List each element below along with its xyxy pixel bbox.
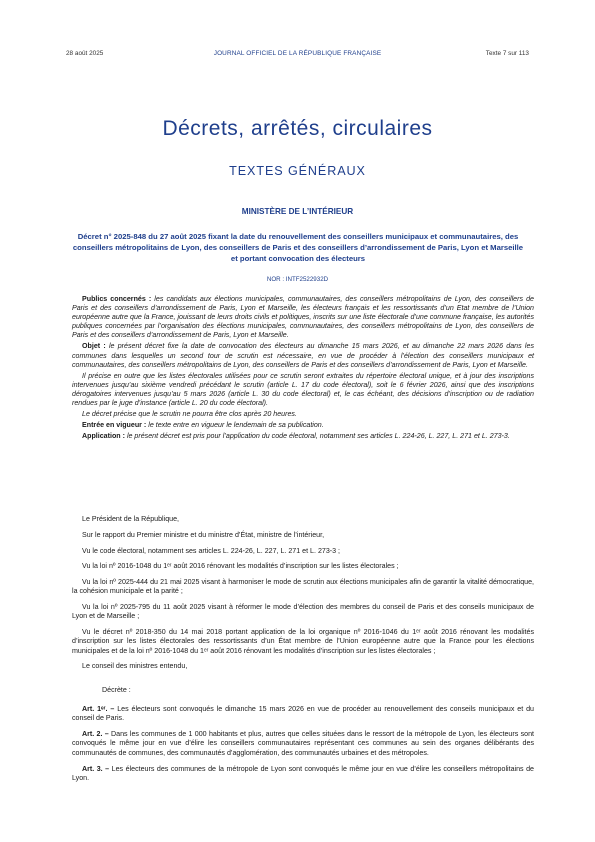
article-label: Art. 1ᵉʳ. – <box>82 704 115 713</box>
rapport-line: Sur le rapport du Premier ministre et du ministre d’État, ministre de l’intérieur, <box>82 530 325 539</box>
president-line: Le Président de la République, <box>82 515 180 523</box>
text-number: Texte 7 sur 113 <box>485 50 529 57</box>
decree-abstract <box>72 295 534 443</box>
article-1 <box>72 705 534 723</box>
article-2 <box>72 730 534 758</box>
abstract-text: les candidats aux élections municipales, communautaires, des conseillers métropolitains de Lyon, des conseillers de Paris et des conseillers d’arrondissement de Paris, Lyon et Marseille, les électeurs français et les ressortissants d’un Etat membre de l’Union européenne autre que la France, jouissant de leurs droits civils et politiques, inscrits sur une liste électorale d’une commune française, les autorités publiques concernées par l’organisation des élections municipales, communautaires, des conseillers métropolitains de Lyon, des conseillers de Paris et des conseillers d’arrondissement de Paris, Lyon et Marseille. <box>72 295 534 340</box>
abstract-text: le texte entre en vigueur le lendemain de sa publication. <box>146 421 324 430</box>
abstract-text: le présent décret est pris pour l’application du code électoral, notamment ses articles L. 224-26, L. 227, L. 271 et L. 273-3. <box>124 432 510 441</box>
decrete-line: Décrète : <box>102 685 131 694</box>
article-text: Dans les communes de 1 000 habitants et plus, autres que celles situées dans le ressort de la métropole de Lyon, les électeurs sont convoqués le même jour en vue d’élire les conseillers communautaires représentant ces communes au sein des organes délibérants des communautés de communes, des communautés d’agglomération, des communautés urbaines et des métropoles. <box>72 730 534 757</box>
publication-date: 28 août 2025 <box>66 50 104 57</box>
visa-paragraph: Vu le décret nº 2018-350 du 14 mai 2018 portant application de la loi organique nº 2016-1046 du 1ᵉʳ août 2016 rénovant les modalités d’inscription sur les listes électorales des ressortissants d’un État membre de l’Union européenne autre que la France pour les élections municipales et de la loi nº 2016-1048 du 1ᵉʳ août 2016 rénovant les modalités d’inscription sur les listes électorales ; <box>72 628 534 655</box>
conseil-line: Le conseil des ministres entendu, <box>82 662 188 671</box>
section-heading: TEXTES GÉNÉRAUX <box>229 164 366 178</box>
journal-name: JOURNAL OFFICIEL DE LA RÉPUBLIQUE FRANÇAISE <box>213 50 382 57</box>
page-header <box>66 50 529 62</box>
abstract-label: Objet : <box>82 342 106 351</box>
abstract-application <box>72 432 534 441</box>
abstract-text: le présent décret fixe la date de convocation des électeurs au dimanche 15 mars 2026, et au dimanche 22 mars 2026 dans les communes dans lesquelles un second tour de scrutin est nécessaire, en vue de procéder à l’élection des conseillers municipaux et communautaires, des conseillers métropolitains de Lyon, des conseillers de Paris et des conseillers d’arrondissement de Paris, Lyon et Marseille. <box>72 342 534 369</box>
ministry-heading: MINISTÈRE DE L’INTÉRIEUR <box>241 207 354 216</box>
decree-title: Décret n° 2025-848 du 27 août 2025 fixant la date du renouvellement des conseillers municipaux et communautaires, des conseillers métropolitains de Lyon, des conseillers de Paris et des conseillers d’arrondissement de Paris, Lyon et Marseille et portant convocation des électeurs <box>72 232 524 263</box>
abstract-publics <box>72 295 534 340</box>
article-text: Les électeurs sont convoqués le dimanche 15 mars 2026 en vue de procéder au renouvellement des conseils municipaux et du conseil de Paris. <box>72 704 534 722</box>
abstract-entree <box>72 421 534 430</box>
abstract-label: Entrée en vigueur : <box>82 421 147 430</box>
visa-paragraph: Vu le code électoral, notamment ses articles L. 224-26, L. 227, L. 271 et L. 273-3 ; <box>82 546 341 555</box>
article-text: Les électeurs des communes de la métropole de Lyon sont convoqués le même jour en vue d’élire les conseillers métropolitains de Lyon. <box>72 764 534 783</box>
rubric-heading: Décrets, arrêtés, circulaires <box>162 117 433 140</box>
visa-paragraph: Vu la loi nº 2025-795 du 11 août 2025 visant à réformer le mode d’élection des membres du conseil de Paris et des conseils municipaux de Lyon et de Marseille ; <box>72 603 534 621</box>
decree-body <box>72 515 534 790</box>
article-3 <box>72 765 534 783</box>
abstract-paragraph: Il précise en outre que les listes électorales utilisées pour ce scrutin seront extraites du répertoire électoral unique, et à jour des inscriptions intervenues jusqu’au sixième vendredi précédant le scrutin (article L. 17 du code électoral), soit le 6 février 2026, ainsi que des inscriptions dérogatoires intervenues jusqu’au 5 mars 2026 (article L. 30 du code électoral) et, le cas échéant, des décisions d’inscription ou de radiation rendues par le juge d’instance (article L. 20 du code électoral). <box>72 371 534 408</box>
abstract-paragraph: Le décret précise que le scrutin ne pourra être clos après 20 heures. <box>82 410 297 419</box>
abstract-objet <box>72 342 534 369</box>
abstract-label: Application : <box>82 432 125 441</box>
article-label: Art. 2. – <box>82 730 109 739</box>
visa-paragraph: Vu la loi nº 2025-444 du 21 mai 2025 visant à harmoniser le mode de scrutin aux élections municipales afin de garantir la vitalité démocratique, la cohésion municipale et la parité ; <box>72 578 534 596</box>
abstract-label: Publics concernés : <box>82 295 152 303</box>
nor-reference: NOR : INTF2522932D <box>266 276 329 283</box>
visa-paragraph: Vu la loi nº 2016-1048 du 1ᵉʳ août 2016 rénovant les modalités d’inscription sur les listes électorales ; <box>82 562 399 571</box>
article-label: Art. 3. – <box>82 764 110 773</box>
